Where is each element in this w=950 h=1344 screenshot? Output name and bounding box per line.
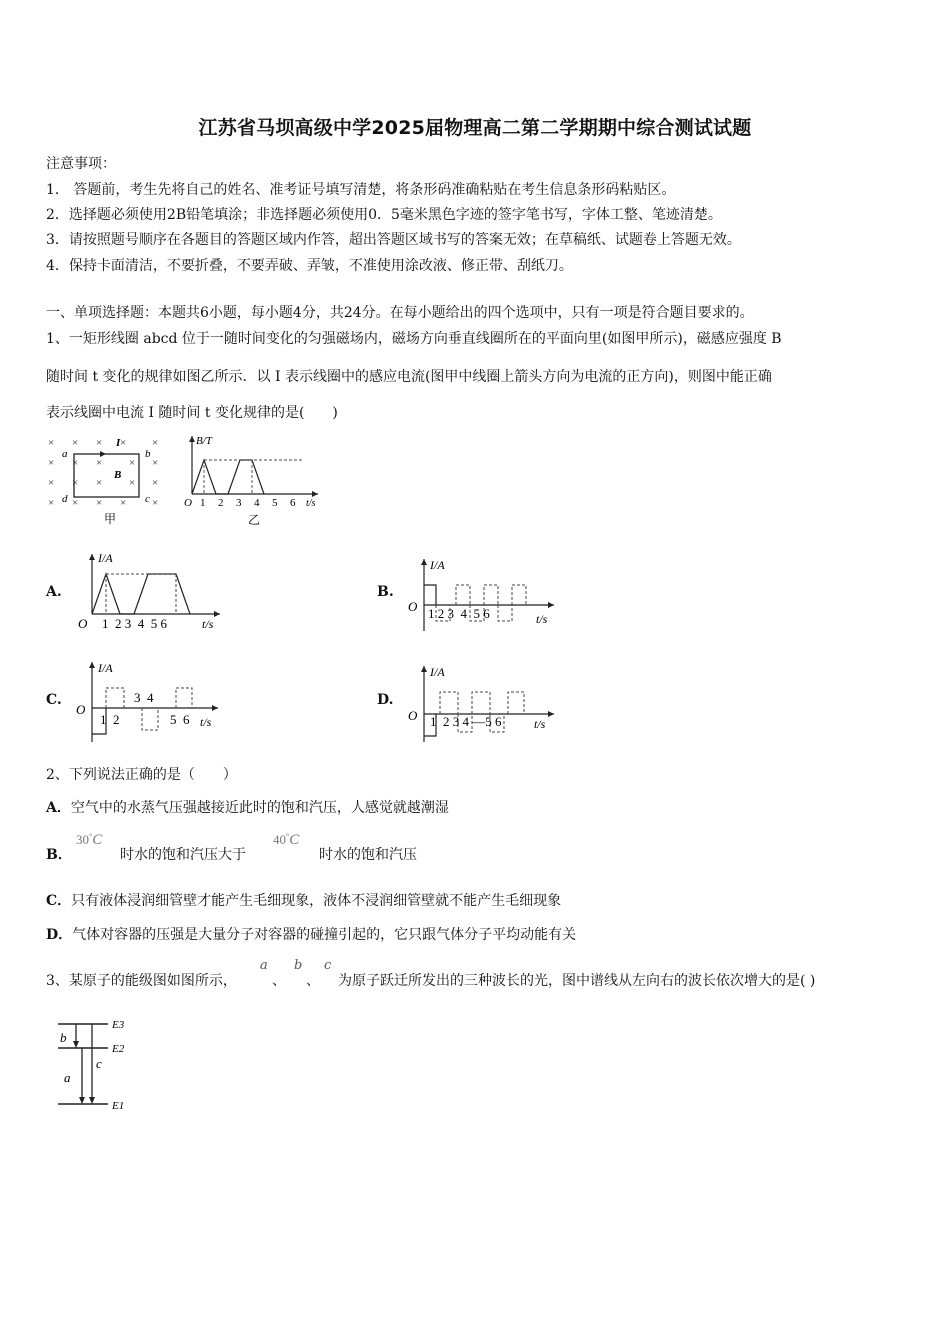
x-axis-arrow-icon (212, 705, 218, 711)
q3-stem (46, 958, 916, 990)
level-label: E2 (112, 1043, 125, 1055)
option-a-graph[interactable] (72, 548, 232, 634)
option-label: D． (46, 927, 73, 943)
axis-label-ts: t/s (306, 498, 316, 509)
temp-unit: C (289, 832, 300, 848)
svg-text:×: × (129, 457, 136, 469)
q2-option-c[interactable] (46, 890, 561, 910)
q2-option-d[interactable] (46, 924, 576, 944)
q1-stem-line: 表示线圈中电流 I 随时间 t 变化规律的是( ) (46, 405, 338, 421)
option-text: 只有液体浸润细管壁才能产生毛细现象，液体不浸润细管壁就不能产生毛细现象 (71, 893, 562, 909)
x-axis-arrow-icon (548, 602, 554, 608)
arrow-label: a (64, 1070, 71, 1085)
axis-label: I/A (430, 558, 445, 572)
option-a-label[interactable]: A. (46, 584, 62, 600)
tick-labels: 5 6 (170, 712, 190, 727)
option-b-graph[interactable] (404, 555, 564, 635)
arrow-c-icon (89, 1097, 95, 1104)
notice-heading: 注意事项： (46, 156, 116, 172)
q1-stem-line: 1、一矩形线圈 abcd 位于一随时间变化的匀强磁场内，磁场方向垂直线圈所在的平面向里(如图甲所示)，磁感应强度 B (46, 331, 782, 347)
tick: 6 (290, 497, 296, 509)
q3-stem-text: 为原子跃迁所发出的三种波长的光，图中谱线从左向右的波长依次增大的是( ) (338, 973, 816, 989)
current-arrow-icon (100, 451, 106, 457)
x-axis-arrow-icon (214, 611, 220, 617)
axis-label: t/s (202, 617, 214, 631)
symbol-a: a (260, 958, 268, 973)
origin-label: O (76, 702, 86, 717)
arrow-label: c (96, 1056, 102, 1071)
notice-item: 1． 答题前，考生先将自己的姓名、准考证号填写清楚，将条形码准确粘贴在考生信息条形码粘贴区。 (46, 182, 676, 198)
option-text: 空气中的水蒸气压强越接近此时的饱和汽压，人感觉就越潮湿 (70, 800, 449, 816)
svg-text:×: × (120, 437, 127, 449)
svg-text:×: × (96, 437, 103, 449)
option-text: 时水的饱和汽压大于 (120, 847, 246, 863)
axis-label: t/s (534, 717, 546, 731)
level-label: E3 (112, 1019, 125, 1031)
option-label: C． (46, 893, 72, 909)
arrow-label: b (60, 1030, 67, 1045)
q2-stem: 2、下列说法正确的是（ ） (46, 767, 237, 783)
separator: 、 (272, 973, 286, 989)
figure-yi (178, 432, 328, 527)
tick: 2 (218, 497, 224, 509)
origin-label: O (184, 497, 192, 509)
tick-labels: 1 2 (100, 712, 120, 727)
y-axis-arrow-icon (421, 559, 427, 565)
axis-label: I/A (98, 661, 113, 675)
energy-level-diagram (50, 1012, 150, 1132)
temp-value: 30 (76, 832, 89, 847)
svg-text:×: × (72, 477, 79, 489)
page-title: 江苏省马坝高级中学2025届物理高二第二学期期中综合测试试题 (198, 117, 752, 139)
notice-item: 3．请按照题号顺序在各题目的答题区域内作答，超出答题区域书写的答案无效；在草稿纸、试题卷上答题无效。 (46, 232, 741, 248)
svg-text:×: × (48, 477, 55, 489)
y-axis-arrow-icon (89, 554, 95, 560)
arrow-b-icon (73, 1041, 79, 1048)
svg-text:×: × (120, 497, 127, 509)
y-axis-arrow-icon (89, 662, 95, 668)
axis-label: I/A (430, 665, 445, 679)
caption-yi: 乙 (248, 513, 261, 527)
option-label: A． (46, 800, 71, 816)
svg-text:×: × (72, 437, 79, 449)
tick-labels: 1 2 3 4 —5 6 (430, 714, 502, 729)
notice-item: 2．选择题必须使用2B铅笔填涂；非选择题必须使用0．5毫米黑色字迹的签字笔书写，字体工整、笔迹清楚。 (46, 207, 722, 223)
b-curve (192, 460, 264, 494)
q3-stem-text: 3、某原子的能级图如图所示， (46, 973, 237, 989)
figure-jia (44, 432, 169, 527)
option-text: 气体对容器的压强是大量分子对容器的碰撞引起的，它只跟气体分子平均动能有关 (72, 927, 577, 943)
arrow-a-icon (79, 1097, 85, 1104)
svg-text:×: × (152, 457, 159, 469)
tick: 4 (254, 497, 260, 509)
svg-text:×: × (72, 497, 79, 509)
svg-text:×: × (72, 457, 79, 469)
option-c-graph[interactable] (72, 658, 232, 746)
symbol-c: c (324, 958, 332, 973)
label-c: c (145, 493, 150, 505)
option-d-label[interactable]: D. (377, 692, 394, 708)
tick: 3 (236, 497, 242, 509)
svg-text:×: × (96, 477, 103, 489)
option-text: 时水的饱和汽压 (319, 847, 417, 863)
section-heading: 一、单项选择题：本题共6小题，每小题4分，共24分。在每小题给出的四个选项中，只有一项是符合题目要求的。 (46, 305, 754, 321)
option-label: B． (46, 847, 72, 863)
svg-text:×: × (96, 457, 103, 469)
label-B: B (114, 469, 122, 481)
axis-label: I/A (98, 551, 113, 565)
y-axis-arrow-icon (421, 666, 427, 672)
svg-text:×: × (48, 437, 55, 449)
q2-option-a[interactable] (46, 797, 449, 817)
option-d-graph[interactable] (404, 662, 564, 746)
level-label: E1 (112, 1100, 125, 1112)
axis-label: t/s (536, 612, 548, 626)
q1-stem-line: 随时间 t 变化的规律如图乙所示．以 I 表示线圈中的感应电流(图甲中线圈上箭头方向为电流的正方向)，则图中能正确 (46, 369, 772, 385)
label-I: I (116, 437, 121, 449)
tick-labels: 3 4 (134, 690, 154, 705)
axis-label-BT: B/T (196, 435, 212, 447)
option-c-label[interactable]: C. (46, 692, 62, 708)
axis-label: t/s (200, 715, 212, 729)
svg-text:×: × (152, 497, 159, 509)
tick-labels: 1 2 3 4 5 6 (428, 606, 490, 621)
y-axis-arrow-icon (189, 436, 195, 442)
tick: 5 (272, 497, 278, 509)
tick-labels: 1 2 3 4 5 6 (102, 616, 167, 631)
option-b-label[interactable]: B. (377, 584, 394, 600)
x-axis-arrow-icon (312, 491, 318, 497)
tick: 1 (200, 497, 206, 509)
origin-label: O (408, 708, 418, 723)
label-d: d (62, 493, 68, 505)
caption-jia: 甲 (104, 512, 117, 526)
origin-label: O (408, 599, 418, 614)
temp-value: 40 (273, 832, 286, 847)
separator: 、 (306, 973, 320, 989)
symbol-b: b (294, 958, 303, 973)
x-axis-arrow-icon (548, 711, 554, 717)
svg-text:×: × (48, 497, 55, 509)
temp-unit: C (92, 832, 103, 848)
label-a: a (62, 448, 68, 460)
svg-text:×: × (152, 437, 159, 449)
svg-text:×: × (129, 477, 136, 489)
q2-option-b[interactable]: B． 30°C 时水的饱和汽压大于 40°C 时水的饱和汽压 (46, 832, 417, 863)
label-b: b (145, 448, 151, 460)
origin-label: O (78, 616, 88, 631)
svg-text:×: × (96, 497, 103, 509)
svg-text:×: × (48, 457, 55, 469)
svg-text:×: × (152, 477, 159, 489)
notice-item: 4．保持卡面清洁，不要折叠，不要弄破、弄皱，不准使用涂改液、修正带、刮纸刀。 (46, 258, 573, 274)
